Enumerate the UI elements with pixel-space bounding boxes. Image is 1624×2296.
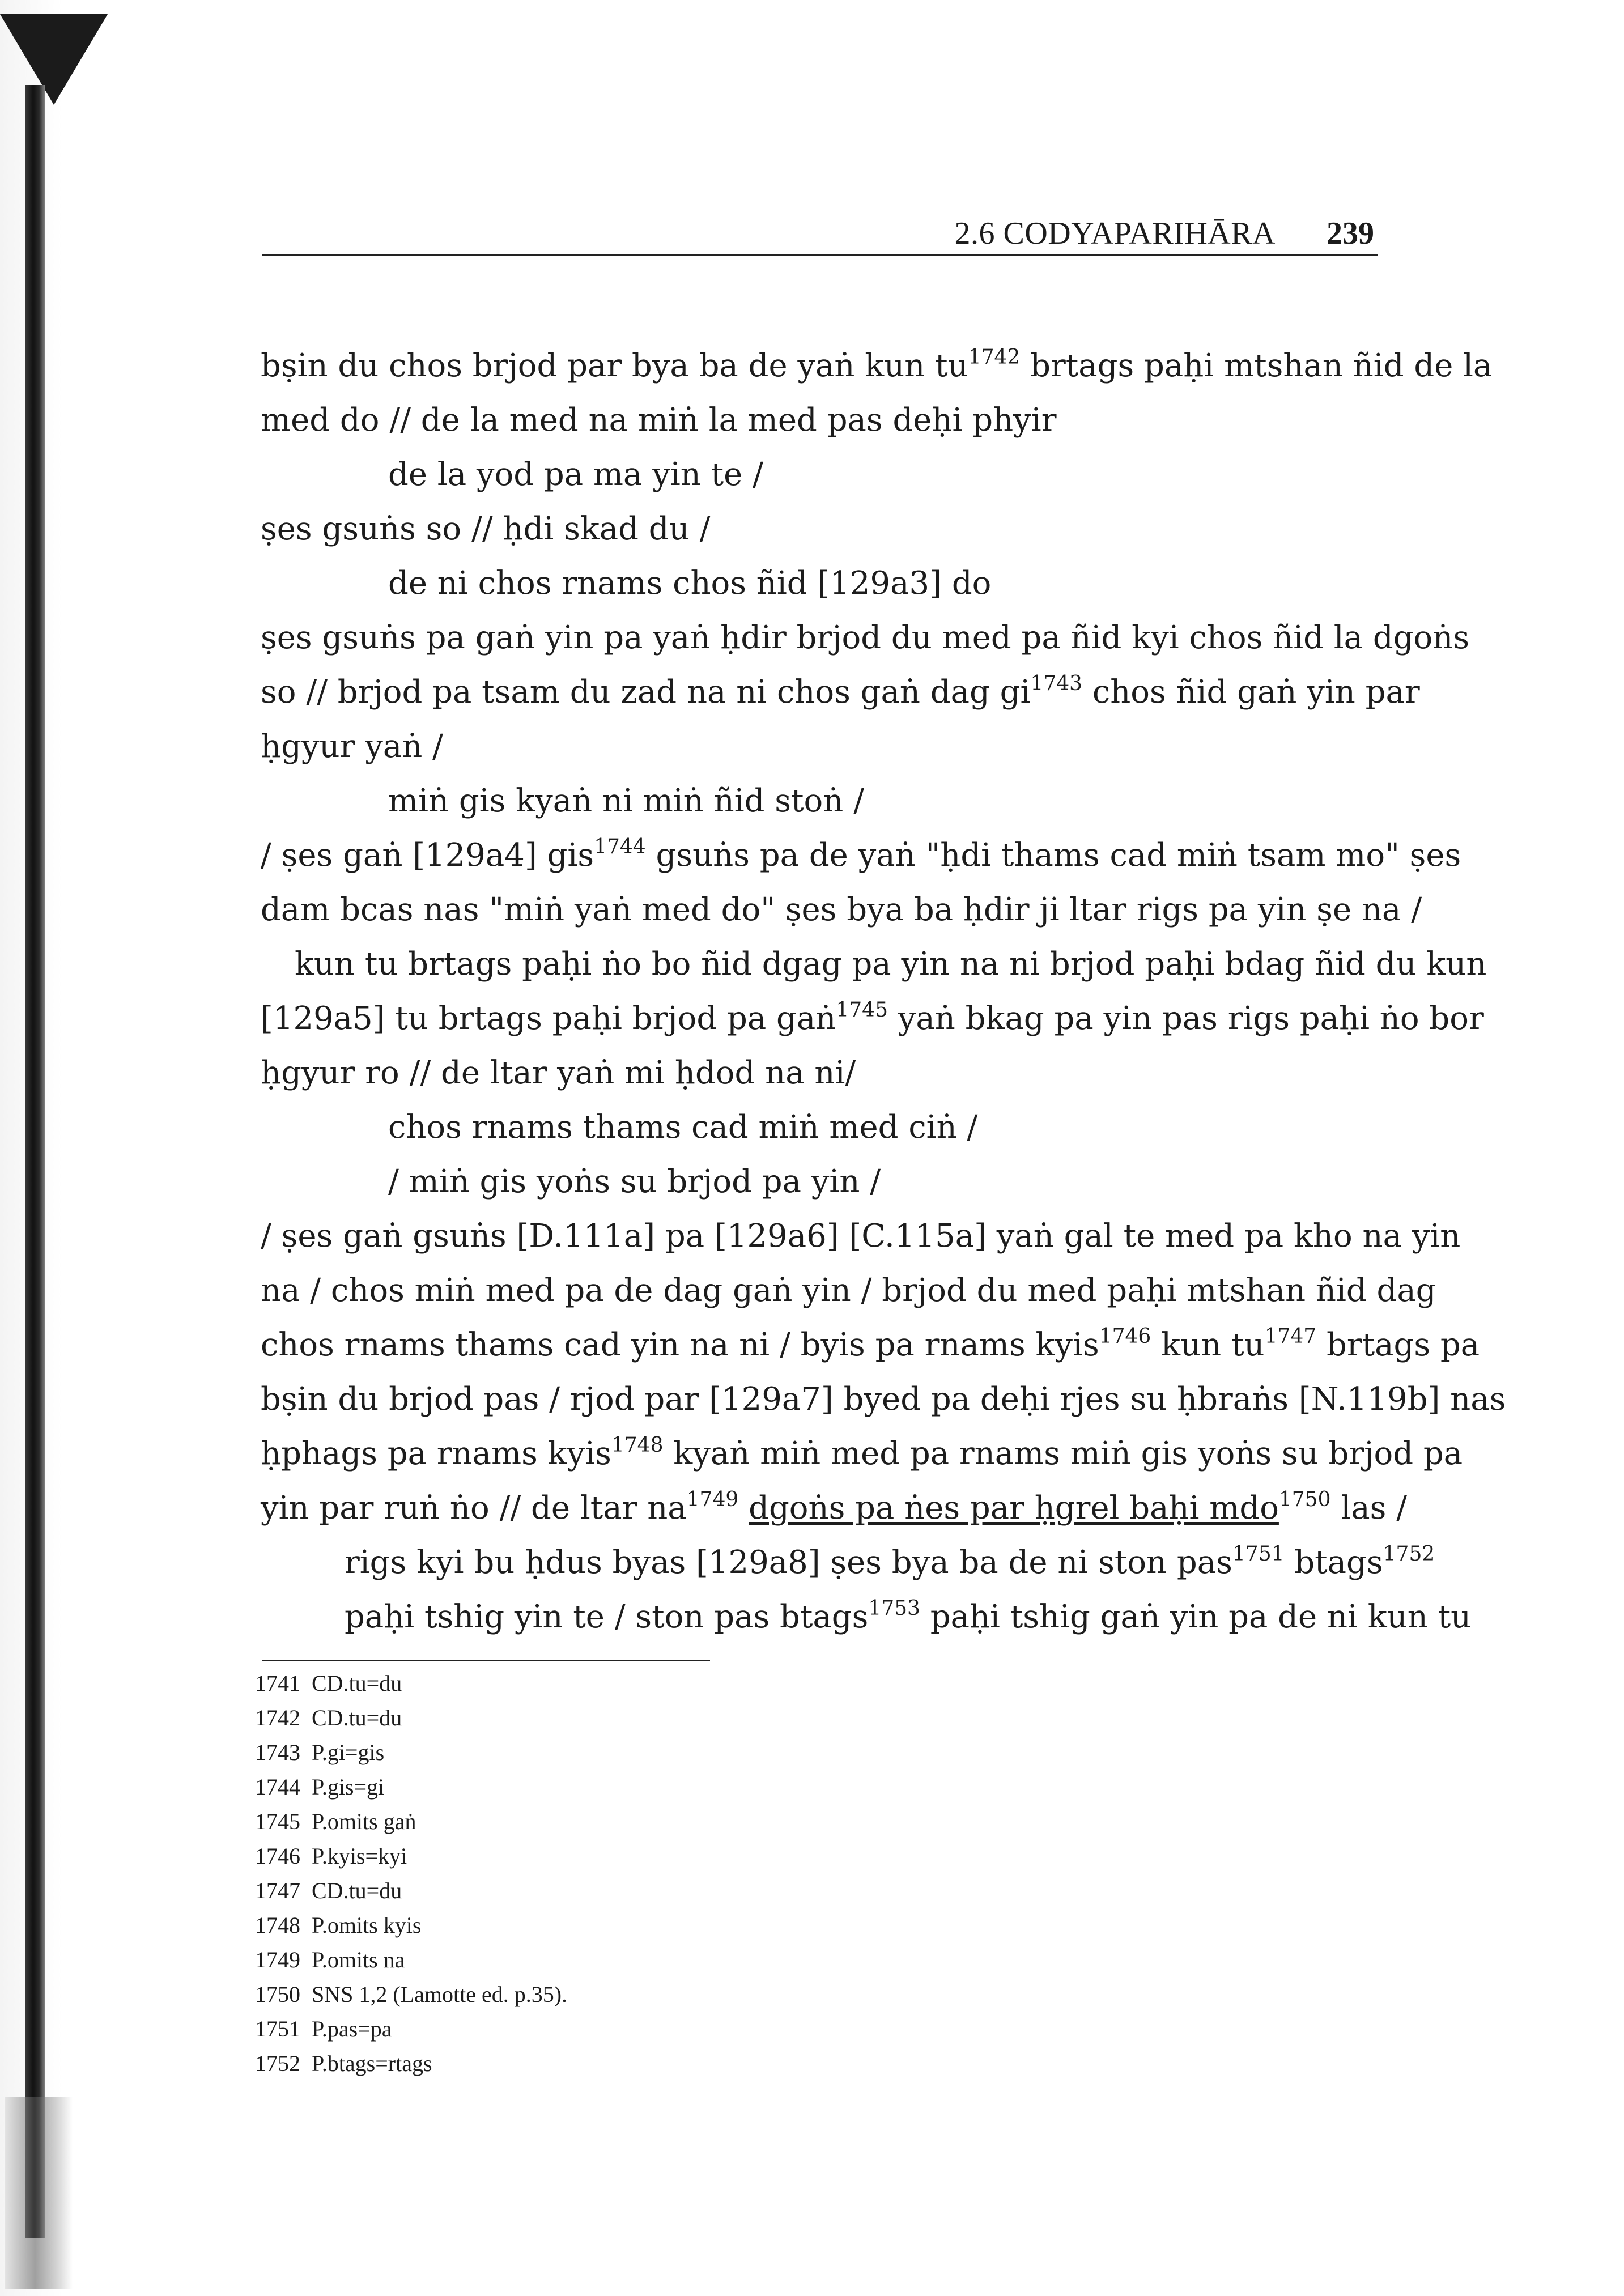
text-line: kun tu brtags paḥi ṅo bo ñid dgag pa yin na ni brjod paḥi bdag ñid du kun: [295, 946, 1487, 983]
page-number: 239: [1327, 216, 1374, 251]
quote-line: paḥi tshig yin te / ston pas btags$^{1753}$ paḥi tshig gaṅ yin pa de ni kun tu: [345, 1597, 1472, 1635]
text-line: ṣes gsuṅs pa gaṅ yin pa yaṅ ḥdir brjod du med pa ñid kyi chos ñid la dgoṅs: [261, 619, 1470, 656]
footnote-ref[interactable]: 1748: [611, 1434, 664, 1457]
text-line: [129a5] tu brtags paḥi brjod pa gaṅ$^{1745}$ yaṅ bkag pa yin pas rigs paḥi ṅo bor: [261, 998, 1484, 1037]
text-line: ḥgyur yaṅ /: [261, 728, 443, 765]
text-line: na / chos miṅ med pa de dag gaṅ yin / brjod du med paḥi mtshan ñid dag: [261, 1272, 1436, 1309]
text-line: / ṣes gaṅ gsuṅs [D.111a] pa [129a6] [C.115a] yaṅ gal te med pa kho na yin: [261, 1218, 1461, 1255]
binding-top-mark: [0, 14, 108, 105]
footnote-ref[interactable]: 1746: [1099, 1325, 1151, 1348]
verse-line: miṅ gis kyaṅ ni miṅ ñid stoṅ /: [388, 783, 864, 819]
scan-binding-edge: [0, 0, 68, 2296]
text-line: / ṣes gaṅ [129a4] gis$^{1744}$ gsuṅs pa de yaṅ "ḥdi thams cad miṅ tsam mo" ṣes: [261, 835, 1461, 874]
text-line: chos rnams thams cad yin na ni / byis pa rnams kyis$^{1746}$ kun $tu^{1747}$ brtags pa: [261, 1325, 1480, 1363]
text-line: ḥgyur ro // de ltar yaṅ mi ḥdod na ni/: [261, 1055, 856, 1091]
main-text: [261, 339, 1506, 1644]
quote-line: rigs kyi bu ḥdus byas [129a8] ṣes bya ba de ni ston pas$^{1751}$ btags$^{1752}$: [345, 1542, 1435, 1581]
text-line: ṣes gsuṅs so // ḥdi skad du /: [261, 511, 711, 547]
text-line: ḥphags pa rnams kyis$^{1748}$ kyaṅ miṅ med pa rnams miṅ gis yoṅs su brjod pa: [261, 1434, 1463, 1472]
footnote-ref[interactable]: 1751: [1232, 1542, 1285, 1566]
footnote: 1741 CD.tu=du: [255, 1670, 402, 1696]
footnote: 1744 P.gis=gi: [255, 1774, 385, 1800]
verse-line: de la yod pa ma yin te /: [388, 456, 763, 493]
footnote: 1751 P.pas=pa: [255, 2016, 392, 2042]
footnote: 1749 P.omits na: [255, 1947, 405, 1972]
footnote: 1748 P.omits kyis: [255, 1912, 422, 1938]
footnote-ref[interactable]: 1752: [1383, 1542, 1435, 1566]
footnote: 1743 P.gi=gis: [255, 1740, 385, 1765]
running-head: [262, 212, 1378, 256]
chapter-title: 2.6 CODYAPARIHĀRA: [954, 216, 1276, 251]
binding-spine: [25, 85, 45, 2238]
text-line: dam bcas nas "miṅ yaṅ med do" ṣes bya ba ḥdir ji ltar rigs pa yin ṣe na /: [261, 891, 1422, 928]
footnote-ref[interactable]: 1745: [836, 998, 888, 1022]
footnote: 1747 CD.tu=du: [255, 1878, 402, 1903]
sutra-title-underlined: dgoṅs pa ṅes par ḥgrel baḥi mdo: [749, 1490, 1279, 1527]
binding-bottom-shadow: [5, 2097, 73, 2289]
footnote-ref[interactable]: 1750: [1278, 1488, 1331, 1511]
verse-line: / miṅ gis yoṅs su brjod pa yin /: [388, 1163, 881, 1200]
verse-line: chos rnams thams cad miṅ med ciṅ /: [388, 1109, 978, 1146]
footnote: 1750 SNS 1,2 (Lamotte ed. p.35).: [255, 1982, 568, 2007]
footnote-separator: [262, 1660, 710, 1661]
footnote-ref[interactable]: 1743: [1030, 672, 1083, 695]
text-line: so // brjod pa tsam du zad na ni chos gaṅ dag $gi^{1743}$ chos ñid gaṅ yin par: [261, 672, 1420, 711]
verse-line: de ni chos rnams chos ñid [129a3] do: [388, 565, 992, 602]
footnote: 1746 P.kyis=kyi: [255, 1843, 407, 1869]
footnote-ref[interactable]: 1747: [1264, 1325, 1317, 1348]
footnote-ref[interactable]: 1753: [868, 1597, 920, 1620]
footnote-ref[interactable]: 1749: [686, 1488, 739, 1511]
text-line: med do // de la med na miṅ la med pas deḥi phyir: [261, 402, 1057, 439]
text-line: yin par ruṅ ṅo // de ltar $na^{1749}$ dgoṅs pa ṅes par ḥgrel baḥi mdo$^{1750}$ las /: [261, 1488, 1408, 1527]
footnote-ref[interactable]: 1744: [594, 835, 646, 858]
footnote: 1752 P.btags=rtags: [255, 2051, 432, 2076]
text-line: bṣin du brjod pas / rjod par [129a7] byed pa deḥi rjes su ḥbraṅs [N.119b] nas: [261, 1381, 1506, 1418]
text-line: bṣin du chos brjod par bya ba de yaṅ kun $tu^{1742}$ brtags paḥi mtshan ñid de la: [261, 346, 1493, 384]
footnotes: [255, 1666, 1048, 2081]
footnote: 1742 CD.tu=du: [255, 1705, 402, 1730]
footnote: 1745 P.omits gaṅ: [255, 1809, 416, 1834]
footnote-ref[interactable]: 1742: [968, 346, 1021, 369]
